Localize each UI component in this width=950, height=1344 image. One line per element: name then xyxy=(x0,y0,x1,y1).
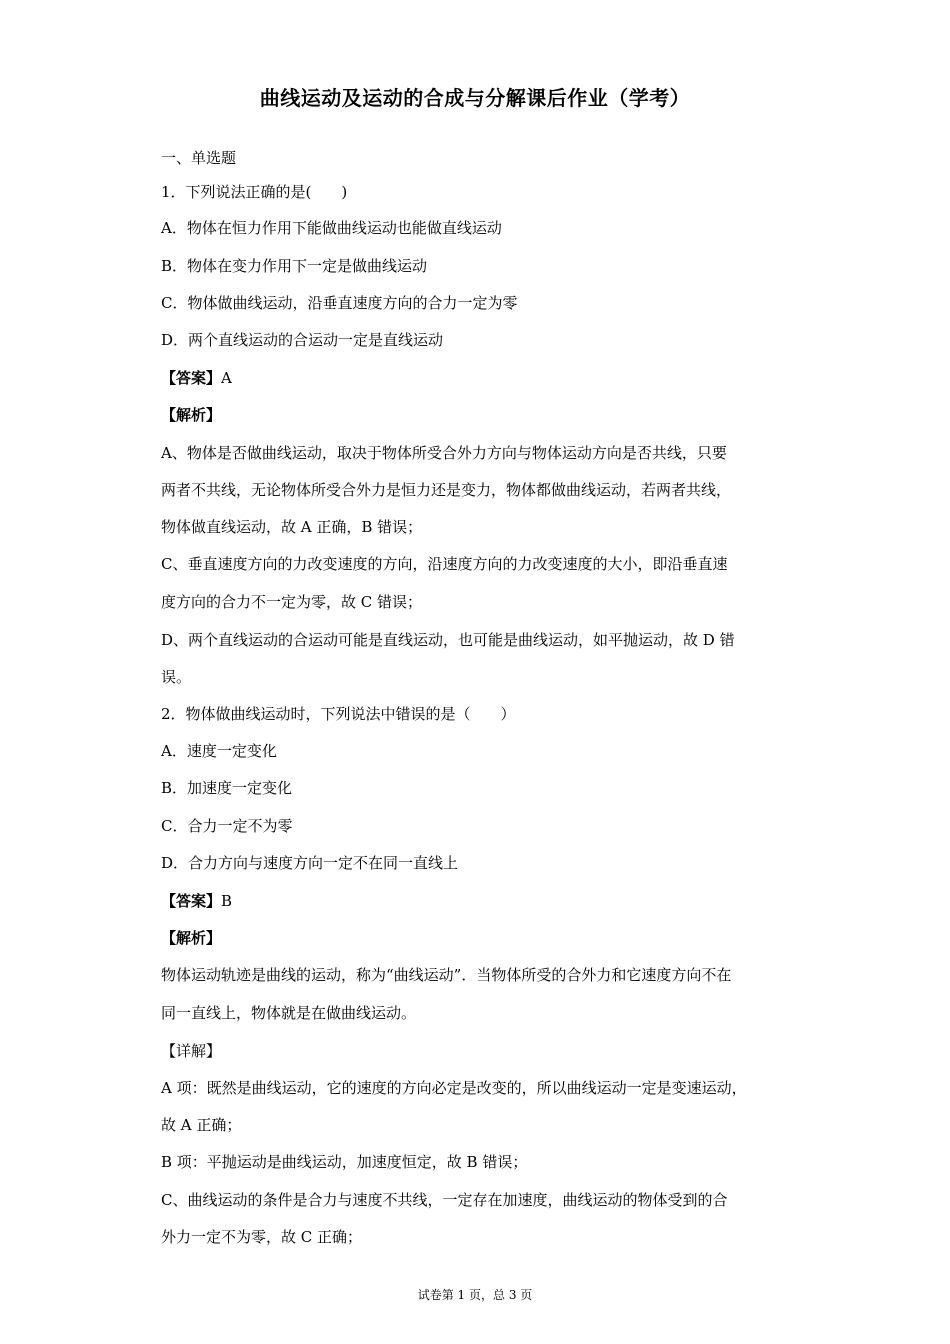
question-1-option-d: D．两个直线运动的合运动一定是直线运动 xyxy=(161,331,444,349)
question-1-analysis-line: C、垂直速度方向的力改变速度的方向，沿速度方向的力改变速度的大小，即沿垂直速 xyxy=(161,555,728,573)
question-2-analysis-line: 同一直线上，物体就是在做曲线运动。 xyxy=(161,1004,417,1022)
question-2-analysis-label: 【解析】 xyxy=(161,929,222,947)
question-1-analysis-line: 误。 xyxy=(161,668,192,686)
question-2-option-c: C．合力一定不为零 xyxy=(161,817,293,835)
question-1-answer xyxy=(161,368,795,388)
question-1-analysis-line: 两者不共线，无论物体所受合外力是恒力还是变力，物体都做曲线运动，若两者共线， xyxy=(161,481,732,499)
question-2-stem: 2．物体做曲线运动时，下列说法中错误的是（ ） xyxy=(161,705,516,723)
question-1-analysis-line: A、物体是否做曲线运动，取决于物体所受合外力方向与物体运动方向是否共线，只要 xyxy=(161,444,727,462)
question-1-analysis-label: 【解析】 xyxy=(161,406,222,424)
question-2-answer xyxy=(161,891,795,911)
answer-label: 【答案】 xyxy=(161,369,222,387)
question-1-option-b: B．物体在变力作用下一定是做曲线运动 xyxy=(161,257,428,275)
question-2-detail-label: 【详解】 xyxy=(161,1042,222,1060)
page-title: 曲线运动及运动的合成与分解课后作业（学考） xyxy=(259,86,691,110)
question-2-option-d: D．合力方向与速度方向一定不在同一直线上 xyxy=(161,854,459,872)
section-heading: 一、单选题 xyxy=(161,149,237,167)
answer-label: 【答案】 xyxy=(161,892,222,910)
question-2-detail-line: 故 A 正确； xyxy=(161,1116,242,1134)
question-1-analysis-line: 物体做直线运动，故 A 正确，B 错误； xyxy=(161,518,423,536)
question-2-detail-line: A 项：既然是曲线运动，它的速度的方向必定是改变的，所以曲线运动一定是变速运动， xyxy=(161,1079,747,1097)
answer-value: B xyxy=(221,892,233,910)
question-1-option-c: C．物体做曲线运动，沿垂直速度方向的合力一定为零 xyxy=(161,294,518,312)
question-2-analysis-line: 物体运动轨迹是曲线的运动，称为“曲线运动”．当物体所受的合外力和它速度方向不在 xyxy=(161,966,732,984)
question-2-option-a: A．速度一定变化 xyxy=(161,742,277,760)
question-2-detail-line: B 项：平抛运动是曲线运动，加速度恒定，故 B 错误； xyxy=(161,1153,528,1171)
question-1-stem: 1．下列说法正确的是( ) xyxy=(161,183,348,201)
question-1-option-a: A．物体在恒力作用下能做曲线运动也能做直线运动 xyxy=(161,219,502,237)
question-2-option-b: B．加速度一定变化 xyxy=(161,779,293,797)
question-1-analysis-line: D、两个直线运动的合运动可能是直线运动，也可能是曲线运动，如平抛运动，故 D 错 xyxy=(161,631,735,649)
question-2-detail-line: 外力一定不为零，故 C 正确； xyxy=(161,1228,363,1246)
answer-value: A xyxy=(221,369,232,387)
question-1-analysis-line: 度方向的合力不一定为零，故 C 错误； xyxy=(161,593,423,611)
page-footer: 试卷第 1 页，总 3 页 xyxy=(417,1288,533,1302)
question-2-detail-line: C、曲线运动的条件是合力与速度不共线，一定存在加速度，曲线运动的物体受到的合 xyxy=(161,1191,728,1209)
